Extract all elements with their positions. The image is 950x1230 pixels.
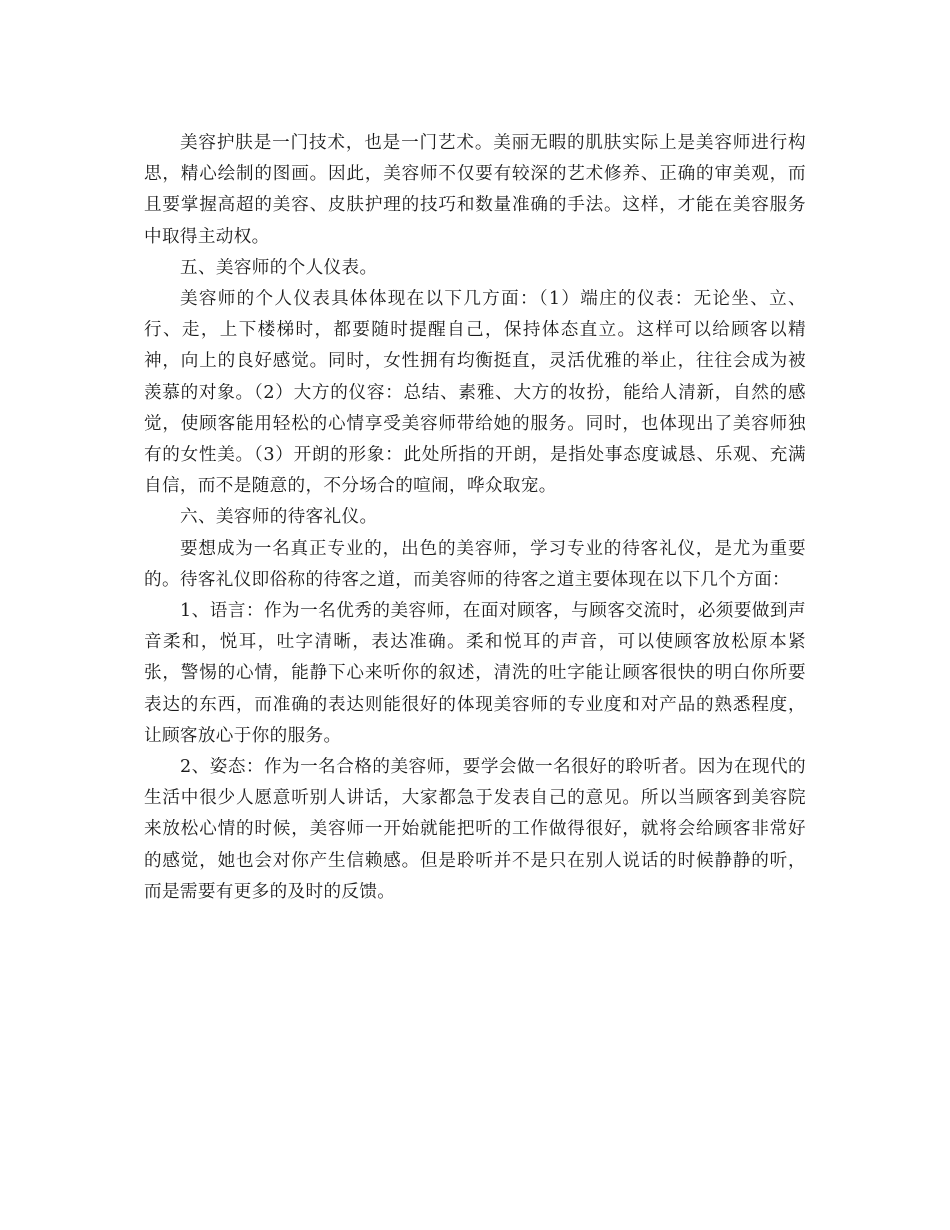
section-heading-appearance: 五、美容师的个人仪表。: [180, 257, 378, 278]
paragraph-posture: 2、姿态：作为一名合格的美容师，要学会做一名很好的聆听者。因为在现代的生活中很少人愿意听别人讲话，大家都急于发表自己的意见。所以当顾客到美容院来放松心情的时候，美容师一开始就能把听的工作做得很好，就将会给顾客非常好的感觉，她也会对你产生信赖感。但是聆听并不是只在别人说话的时候静静的听，而是需要有更多的及时的反馈。: [144, 757, 806, 902]
paragraph-art-of-skincare: 美容护肤是一门技术，也是一门艺术。美丽无暇的肌肤实际上是美容师进行构思，精心绘制的图画。因此，美容师不仅要有较深的艺术修养、正确的审美观，而且要掌握高超的美容、皮肤护理的技巧和数量准确的手法。这样，才能在美容服务中取得主动权。: [144, 133, 806, 247]
section-heading-etiquette: 六、美容师的待客礼仪。: [180, 507, 378, 528]
paragraph-etiquette-intro: 要想成为一名真正专业的，出色的美容师，学习专业的待客礼仪，是尤为重要的。待客礼仪即俗称的待客之道，而美容师的待客之道主要体现在以下几个方面：: [144, 538, 806, 590]
paragraph-personal-appearance: 美容师的个人仪表具体体现在以下几方面：（1）端庄的仪表：无论坐、立、行、走，上下楼梯时，都要随时提醒自己，保持体态直立。这样可以给顾客以精神，向上的良好感觉。同时，女性拥有均衡挺直，灵活优雅的举止，往往会成为被羡慕的对象。（2）大方的仪容：总结、素雅、大方的妆扮，能给人清新，自然的感觉，使顾客能用轻松的心情享受美容师带给她的服务。同时，也体现出了美容师独有的女性美。（3）开朗的形象：此处所指的开朗，是指处事态度诚恳、乐观、充满自信，而不是随意的，不分场合的喧闹，哗众取宠。: [144, 289, 806, 497]
paragraph-language: 1、语言：作为一名优秀的美容师，在面对顾客，与顾客交流时，必须要做到声音柔和，悦耳，吐字清晰，表达准确。柔和悦耳的声音，可以使顾客放松原本紧张，警惕的心情，能静下心来听你的叙述，清洗的吐字能让顾客很快的明白你所要表达的东西，而准确的表达则能很好的体现美容师的专业度和对产品的熟悉程度，让顾客放心于你的服务。: [144, 601, 806, 746]
document-body: [144, 128, 806, 908]
